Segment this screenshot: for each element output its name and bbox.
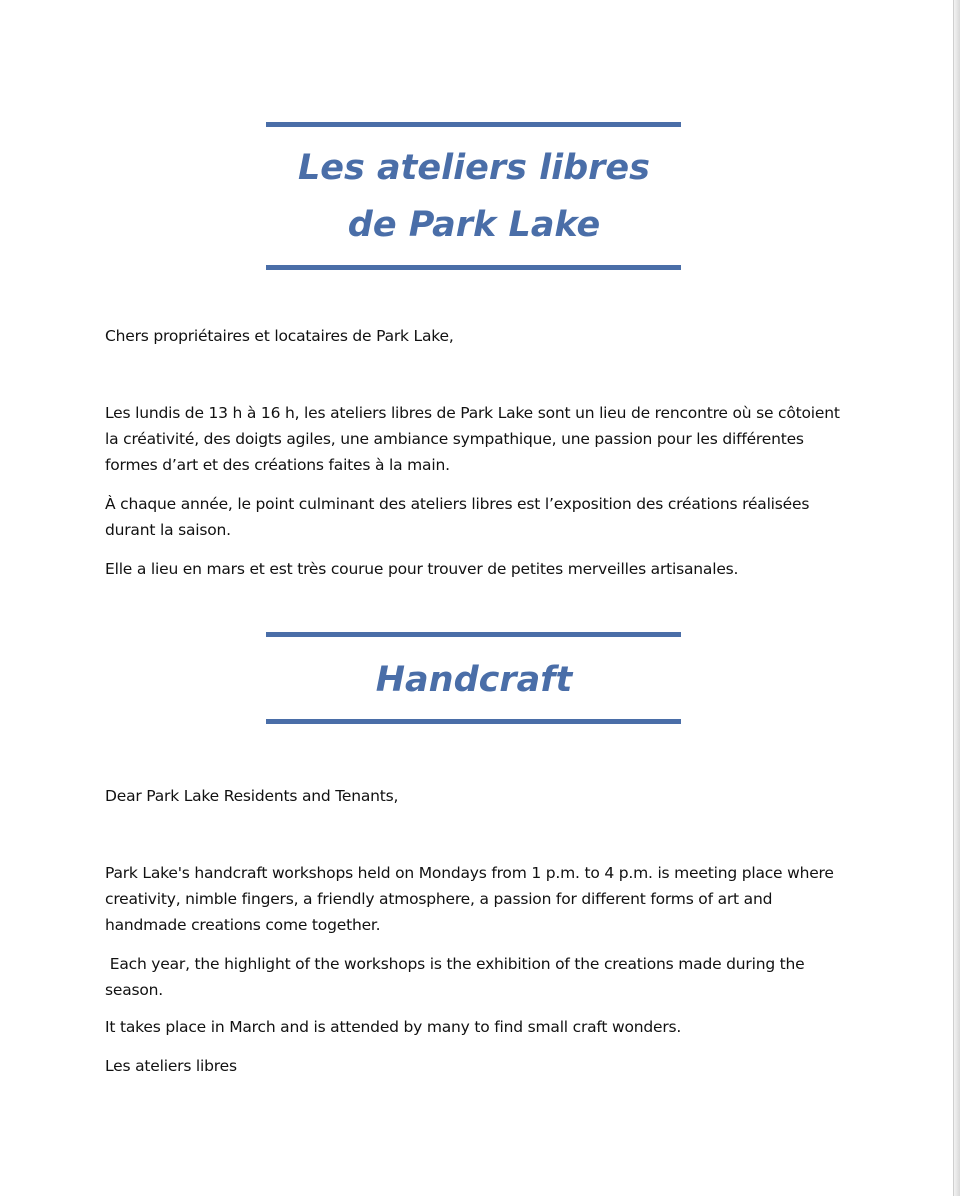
- english-paragraph-1: Park Lake's handcraft workshops held on Mondays from 1 p.m. to 4 p.m. is meeting place where creativity, nimble fingers, a friendly atmosphere, a passion for different forms of art and handmade creations come together.: [105, 864, 834, 934]
- english-paragraph-2: Each year, the highlight of the workshops is the exhibition of the creations made during the season.: [105, 955, 810, 999]
- french-title-line-1: Les ateliers libres: [297, 148, 651, 188]
- french-paragraph-1: Les lundis de 13 h à 16 h, les ateliers libres de Park Lake sont un lieu de rencontre où se côtoient la créativité, des doigts agiles, une ambiance sympathique, une passion pour les différentes formes d’art et des créations faites à la main.: [105, 404, 840, 474]
- french-paragraph-3: Elle a lieu en mars et est très courue pour trouver de petites merveilles artisanales.: [105, 560, 739, 578]
- handcraft-bottom-rule: [266, 719, 681, 724]
- title-bottom-rule: [266, 265, 681, 270]
- title-top-rule: [266, 122, 681, 127]
- french-title-line-2: de Park Lake: [347, 205, 601, 245]
- english-greeting: Dear Park Lake Residents and Tenants,: [105, 787, 399, 805]
- english-paragraph-3: It takes place in March and is attended by many to find small craft wonders.: [105, 1018, 682, 1036]
- page-edge: [953, 0, 960, 1196]
- signature: Les ateliers libres: [105, 1057, 237, 1075]
- handcraft-title: Handcraft: [375, 660, 573, 700]
- handcraft-top-rule: [266, 632, 681, 637]
- french-greeting: Chers propriétaires et locataires de Park Lake,: [105, 327, 454, 345]
- french-paragraph-2: À chaque année, le point culminant des ateliers libres est l’exposition des créations réalisées durant la saison.: [105, 495, 810, 539]
